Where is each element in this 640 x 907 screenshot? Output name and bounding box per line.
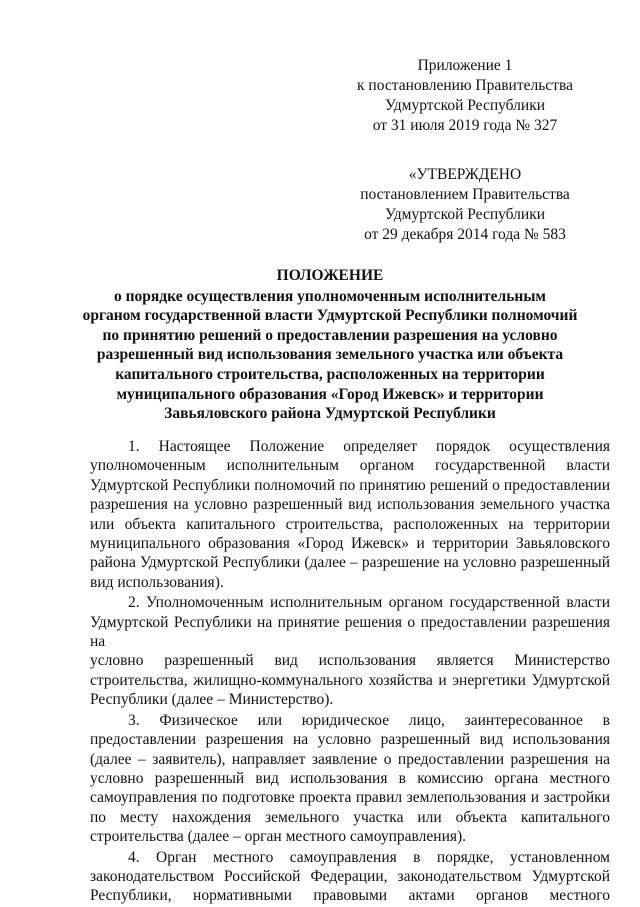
paragraph-line: 2. Уполномоченным исполнительным органом государственной власти — [128, 594, 610, 612]
approved-line: постановлением Правительства — [360, 186, 570, 203]
paragraph-line: законодательством Российской Федерации, законодательством Удмуртской — [90, 867, 610, 885]
paragraph-line: района Удмуртской Республики (далее – разрешение на условно разрешенный — [90, 554, 610, 572]
document-title — [60, 266, 600, 424]
appendix-line: от 31 июля 2019 года № 327 — [372, 117, 558, 134]
paragraph-line: вид использования). — [90, 573, 224, 591]
paragraph-line: строительства (далее – орган местного самоуправления). — [90, 828, 467, 846]
paragraph-line: разрешения на условно разрешенный вид использования земельного участка — [90, 496, 610, 514]
paragraph-line: условно разрешенный вид использования в комиссию органа местного — [90, 769, 610, 787]
approved-line: от 29 декабря 2014 года № 583 — [364, 226, 566, 243]
title-line: органом государственной власти Удмуртской Республики полномочий — [82, 307, 578, 325]
paragraph-line: или объекта капитального строительства, расположенных на территории — [90, 515, 610, 533]
paragraph-line: предоставлении разрешения на условно разрешенный вид использования — [90, 731, 610, 749]
title-line: о порядке осуществления уполномоченным исполнительным — [114, 287, 546, 305]
title-heading: ПОЛОЖЕНИЕ — [276, 267, 384, 284]
title-line: капитального строительства, расположенных на территории — [115, 365, 545, 383]
appendix-line: Удмуртской Республики — [384, 97, 546, 114]
title-line: Завьяловского района Удмуртской Республики — [164, 405, 496, 423]
appendix-line: к постановлению Правительства — [357, 77, 573, 94]
paragraph-line: самоуправления по подготовке проекта правил землепользования и застройки — [90, 789, 610, 807]
paragraph-line: Республики (далее – Министерство). — [90, 691, 334, 709]
paragraph-line: Удмуртской Республики на принятие решения о предоставлении разрешения на — [90, 613, 610, 651]
paragraph-line: Удмуртской Республики полномочий по принятию решений о предоставлении — [90, 476, 610, 494]
paragraph-line: 4. Орган местного самоуправления в порядке, установленном — [128, 848, 610, 866]
paragraph-2 — [90, 593, 610, 709]
approved-line: «УТВЕРЖДЕНО — [408, 166, 522, 183]
paragraph-line: условно разрешенный вид использования является Министерство — [90, 652, 610, 670]
appendix-line: Приложение 1 — [417, 57, 513, 74]
paragraph-4 — [90, 848, 610, 906]
paragraph-1 — [90, 437, 610, 592]
paragraph-line: (далее – заявитель), направляет заявление о предоставлении разрешения на — [90, 750, 610, 768]
paragraph-3 — [90, 711, 610, 847]
paragraph-line: 1. Настоящее Положение определяет порядок осуществления — [128, 438, 610, 455]
approval-stamp-text — [330, 165, 600, 245]
document-body — [90, 437, 610, 907]
approved-line: Удмуртской Республики — [384, 206, 546, 223]
paragraph-line: уполномоченным исполнительным органом государственной власти — [90, 457, 610, 475]
paragraph-line: 3. Физическое или юридическое лицо, заинтересованное в — [128, 711, 610, 729]
paragraph-line: строительства, жилищно-коммунального хозяйства и энергетики Удмуртской — [90, 671, 610, 689]
paragraph-line: муниципального образования «Город Ижевск» и территории Завьяловского — [90, 535, 610, 553]
paragraph-line: по месту нахождения земельного участка или объекта капитального — [90, 808, 610, 826]
title-line: по принятию решений о предоставлении разрешения на условно — [102, 326, 558, 344]
title-line: разрешенный вид использования земельного участка или объекта — [96, 346, 564, 364]
paragraph-line: Республики, нормативными правовыми актами органов местного — [90, 887, 610, 905]
appendix-reference — [330, 56, 600, 136]
title-line: муниципального образования «Город Ижевск» и территории — [116, 385, 544, 403]
